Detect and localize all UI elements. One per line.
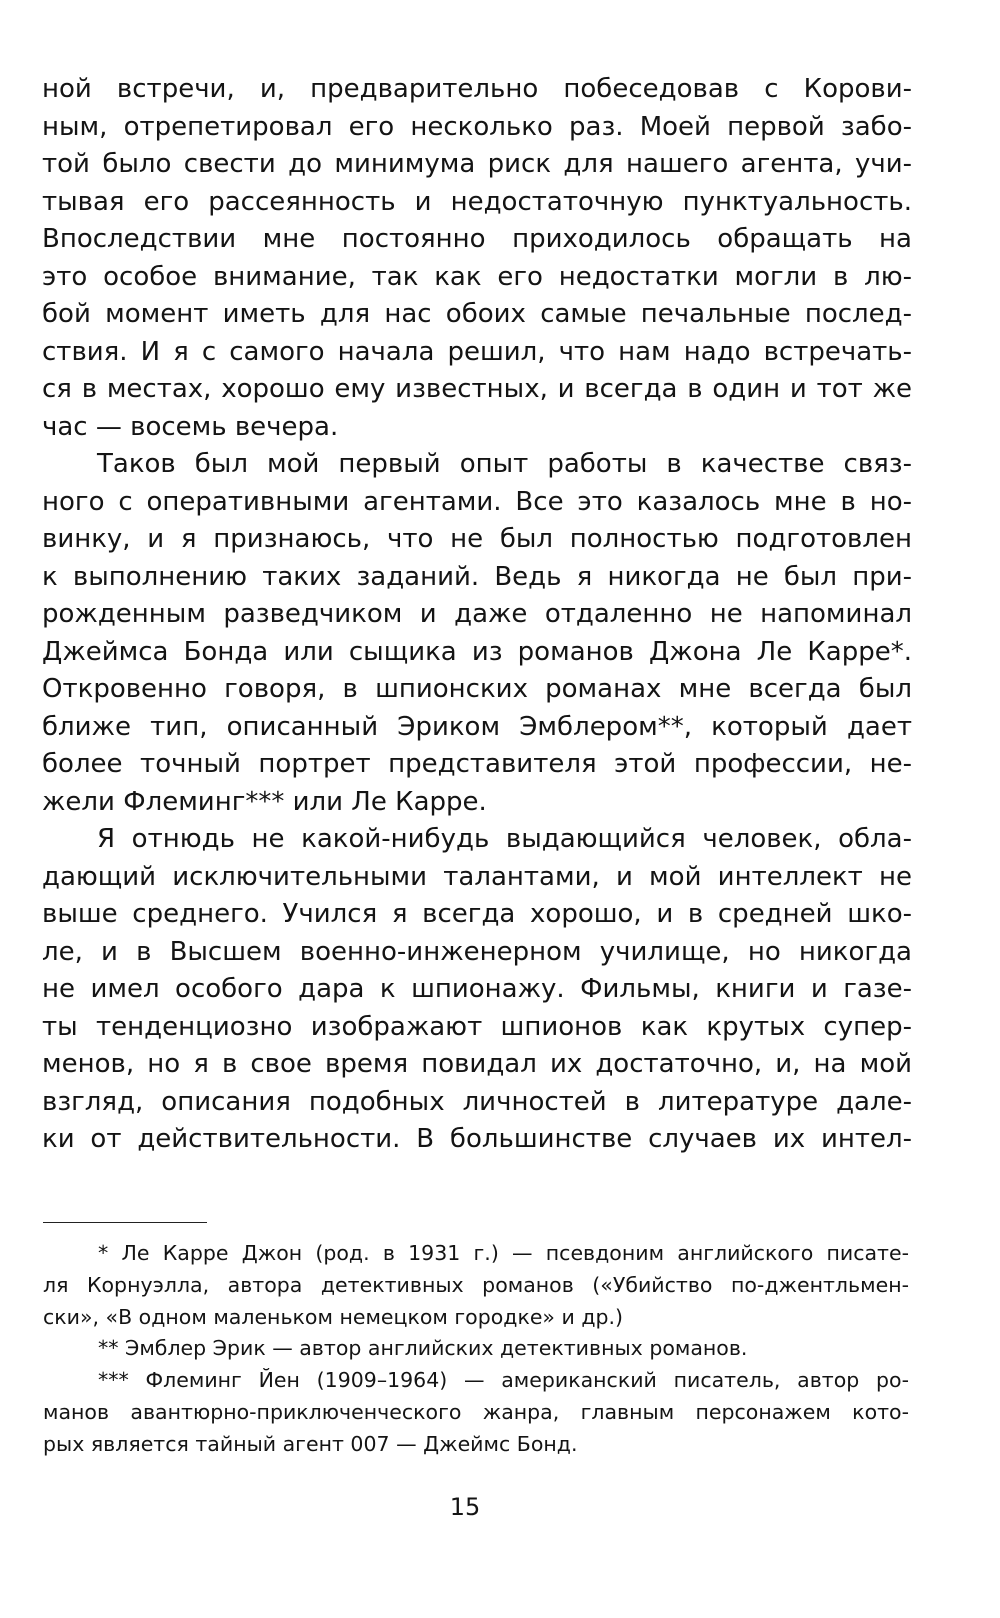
paragraph-1 xyxy=(42,71,912,446)
footnote-line: рых является тайный агент 007 — Джеймс Бонд. xyxy=(43,1431,578,1456)
footnote-1 xyxy=(43,1238,909,1333)
text-line: рожденным разведчиком и даже отдаленно не напоминал xyxy=(42,599,912,629)
paragraph-2 xyxy=(42,446,912,821)
text-line: взгляд, описания подобных личностей в литературе дале- xyxy=(42,1086,912,1117)
footnote-line: ** Эмблер Эрик — автор английских детективных романов. xyxy=(98,1336,748,1361)
text-line: ной встречи, и, предварительно побеседовав с Корови- xyxy=(42,74,912,104)
footnote-line: ля Корнуэлла, автора детективных романов («Убийство по-джентльмен- xyxy=(43,1272,909,1297)
footnote-line: * Ле Карре Джон (род. в 1931 г.) — псевдоним английского писате- xyxy=(98,1241,909,1265)
text-line: той было свести до минимума риск для нашего агента, учи- xyxy=(42,149,912,179)
text-line: это особое внимание, так как его недостатки могли в лю- xyxy=(42,261,912,292)
text-line: бой момент иметь для нас обоих самые печальные послед- xyxy=(42,299,912,329)
text-line: ным, отрепетировал его несколько раз. Моей первой забо- xyxy=(42,111,912,142)
text-line: ствия. И я с самого начала решил, что нам надо встречать- xyxy=(42,336,912,367)
footnote-line: манов авантюрно-приключенческого жанра, главным персонажем кото- xyxy=(43,1399,909,1424)
text-line: Впоследствии мне постоянно приходилось обращать на xyxy=(42,224,912,254)
text-line: более точный портрет представителя этой профессии, не- xyxy=(42,749,912,779)
paragraph-3 xyxy=(42,821,912,1159)
footnote-line: ски», «В одном маленьком немецком городке» и др.) xyxy=(43,1304,624,1329)
text-line: ты тенденциозно изображают шпионов как крутых супер- xyxy=(42,1011,912,1042)
text-line: ного с оперативными агентами. Все это казалось мне в но- xyxy=(42,486,912,517)
text-line: к выполнению таких заданий. Ведь я никогда не был при- xyxy=(42,561,912,592)
text-line: Джеймса Бонда или сыщика из романов Джона Ле Карре*. xyxy=(42,636,912,667)
page-number: 15 xyxy=(449,1493,481,1521)
main-text xyxy=(42,71,912,1159)
footnote-3 xyxy=(43,1365,909,1460)
text-line: ближе тип, описанный Эриком Эмблером**, который дает xyxy=(42,711,912,742)
text-line: Откровенно говоря, в шпионских романах мне всегда был xyxy=(42,674,912,704)
text-line: Я отнюдь не какой-нибудь выдающийся человек, обла- xyxy=(97,824,912,854)
text-line: тывая его рассеянность и недостаточную пунктуальность. xyxy=(42,186,912,217)
text-line: час — восемь вечера. xyxy=(42,411,339,442)
footnote-2 xyxy=(43,1333,909,1365)
text-line: не имел особого дара к шпионажу. Фильмы, книги и газе- xyxy=(42,974,912,1004)
text-line: Таков был мой первый опыт работы в качестве связ- xyxy=(97,449,912,479)
text-line: менов, но я в свое время повидал их достаточно, и, на мой xyxy=(42,1049,912,1079)
text-line: выше среднего. Учился я всегда хорошо, и в средней шко- xyxy=(42,899,912,929)
footnote-line: *** Флеминг Йен (1909–1964) — американский писатель, автор ро- xyxy=(98,1368,909,1393)
text-line: жели Флеминг*** или Ле Карре. xyxy=(42,786,487,817)
text-line: винку, и я признаюсь, что не был полностью подготовлен xyxy=(42,524,912,554)
text-line: ле, и в Высшем военно-инженерном училище, но никогда xyxy=(42,936,912,967)
footnotes xyxy=(43,1238,909,1461)
text-line: ки от действительности. В большинстве случаев их интел- xyxy=(42,1124,912,1154)
footnote-divider xyxy=(43,1222,207,1223)
text-line: ся в местах, хорошо ему известных, и всегда в один и тот же xyxy=(42,374,912,404)
text-line: дающий исключительными талантами, и мой интеллект не xyxy=(42,861,912,892)
